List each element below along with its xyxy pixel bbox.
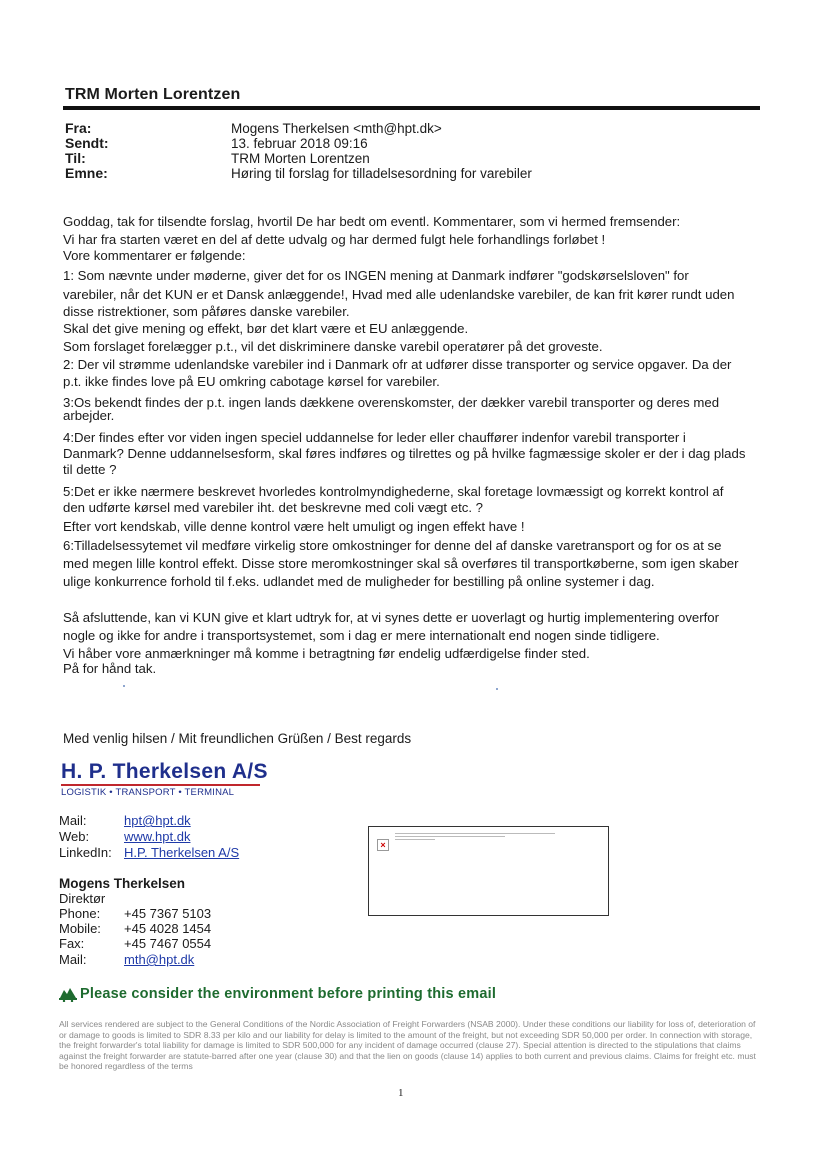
mail-label: Mail: <box>59 813 87 828</box>
page-number: 1 <box>398 1087 404 1099</box>
fax-label: Fax: <box>59 936 85 951</box>
broken-image-icon: × <box>377 839 389 851</box>
from-label: Fra: <box>65 120 92 136</box>
phone-value: +45 7367 5103 <box>124 906 212 921</box>
body-line: Danmark? Denne uddannelsesform, skal føres indføres og tilrettes og på hvilke fagmæssige skoler er der i dag plads <box>63 446 746 461</box>
to-value: TRM Morten Lorentzen <box>231 151 370 166</box>
body-line: På for hånd tak. <box>63 661 157 676</box>
signer-name: Mogens Therkelsen <box>59 876 186 891</box>
closing-greeting: Med venlig hilsen / Mit freundlichen Grüßen / Best regards <box>63 731 412 746</box>
subject-value: Høring til forslag for tilladelsesordning for varebiler <box>231 166 532 181</box>
body-line: 2: Der vil strømme udenlandske varebiler ind i Danmark ofr at udfører disse transporter og service opgaver. Da der <box>63 357 732 372</box>
linkedin-label: LinkedIn: <box>59 845 112 860</box>
body-line: Vi har fra starten været en del af dette udvalg og har dermed fulgt hele forhandlings forløbet ! <box>63 232 606 247</box>
body-line: varebiler, når det KUN er et Dansk anlæggende!, Hvad med alle udenlandske varebiler, de kan frit kører rundt uden <box>63 287 735 302</box>
company-tagline: LOGISTIK • TRANSPORT • TERMINAL <box>61 787 235 798</box>
company-name: H. P. Therkelsen A/S <box>61 760 268 783</box>
sent-value: 13. februar 2018 09:16 <box>231 136 368 151</box>
body-line: med megen lille kontrol effekt. Disse store meromkostninger skal så overføres til transportkøberne, som igen skaber <box>63 556 739 571</box>
body-line: Skal det give mening og effekt, bør det klart være et EU anlæggende. <box>63 321 469 336</box>
mail-link[interactable]: hpt@hpt.dk <box>124 813 191 828</box>
sent-label: Sendt: <box>65 135 109 151</box>
body-line: 1: Som nævnte under møderne, giver det for os INGEN mening at Danmark indfører "godskørselsloven" for <box>63 268 689 283</box>
fax-value: +45 7467 0554 <box>124 936 212 951</box>
document-title: TRM Morten Lorentzen <box>65 86 241 103</box>
broken-image-placeholder <box>368 826 609 916</box>
body-line: arbejder. <box>63 408 115 423</box>
environment-note: Please consider the environment before printing this email <box>80 986 497 1002</box>
mail2-label: Mail: <box>59 952 87 967</box>
web-label: Web: <box>59 829 90 844</box>
body-line: 6:Tilladelsessytemet vil medføre virkelig store omkostninger for denne del af danske varetransport og for os at se <box>63 538 722 553</box>
legal-disclaimer: All services rendered are subject to the General Conditions of the Nordic Association of Freight Forwarders (NSAB 2000). Under these conditions our liability for loss of, deterioration of or damage to goods is limited to SDR 8.33 per kilo and our liability for delay is limited to the amount of the freight, but not exceeding SDR 50,000 per order. In connection with storage, the freight forwarder's total liability for damage is limited to SDR 500,000 for any incident of damage occurred (clause 27). Special attention is directed to the stipulations that claims against the freight forwarder are statute-barred after one year (clause 30) and that the lien on goods (clause 14) applies to both current and previous claims. Claims for freight etc. must be honored regardless of the terms <box>59 1019 756 1072</box>
mobile-label: Mobile: <box>59 921 101 936</box>
linkedin-link[interactable]: H.P. Therkelsen A/S <box>124 845 240 860</box>
body-line: Goddag, tak for tilsendte forslag, hvortil De har bedt om eventl. Kommentarer, som vi hermed fremsender: <box>63 214 681 229</box>
body-line: disse ristrektioner, som påføres danske varebiler. <box>63 304 350 319</box>
scan-speck <box>123 685 125 687</box>
mail2-link[interactable]: mth@hpt.dk <box>124 952 195 967</box>
body-line: Vore kommentarer er følgende: <box>63 248 246 263</box>
to-label: Til: <box>65 150 86 166</box>
web-link[interactable]: www.hpt.dk <box>124 829 191 844</box>
signer-role: Direktør <box>59 891 106 906</box>
body-line: den udførte kørsel med varebiler iht. det beskrevne med coli vægt etc. ? <box>63 500 483 515</box>
title-rule <box>63 106 760 110</box>
mobile-value: +45 4028 1454 <box>124 921 212 936</box>
recycle-truck-icon <box>58 984 78 1007</box>
from-value: Mogens Therkelsen <mth@hpt.dk> <box>231 121 442 136</box>
image-placeholder-lines <box>395 831 565 840</box>
body-line: 5:Det er ikke nærmere beskrevet hvorledes kontrolmyndighederne, skal foretage lovmæssigt og korrekt kontrol af <box>63 484 724 499</box>
body-line: Vi håber vore anmærkninger må komme i betragtning før endelig udfærdigelse finder sted. <box>63 646 590 661</box>
scan-speck <box>496 688 498 690</box>
body-line: ulige konkurrence forhold til f.eks. udlandet med de muligheder for bestilling på online systemer i dag. <box>63 574 655 589</box>
body-line: p.t. ikke findes love på EU omkring cabotage kørsel for varebiler. <box>63 374 440 389</box>
body-line: Som forslaget forelægger p.t., vil det diskriminere danske varebil operatører på det groveste. <box>63 339 603 354</box>
company-underline <box>61 784 260 786</box>
body-line: 4:Der findes efter vor viden ingen speciel uddannelse for leder eller chauffører indenfor varebil transporter i <box>63 430 686 445</box>
phone-label: Phone: <box>59 906 101 921</box>
body-line: Så afsluttende, kan vi KUN give et klart udtryk for, at vi synes dette er uoverlagt og hurtig implementering overfor <box>63 610 720 625</box>
body-line: nogle og ikke for andre i transportsystemet, som i dag er mere internationalt end nogen sinde tidligere. <box>63 628 660 643</box>
subject-label: Emne: <box>65 165 108 181</box>
body-line: 3:Os bekendt findes der p.t. ingen lands dækkene overenskomster, der dækker varebil transporter og deres med <box>63 395 720 410</box>
body-line: til dette ? <box>63 462 117 477</box>
body-line: Efter vort kendskab, ville denne kontrol være helt umuligt og ingen effekt have ! <box>63 519 525 534</box>
